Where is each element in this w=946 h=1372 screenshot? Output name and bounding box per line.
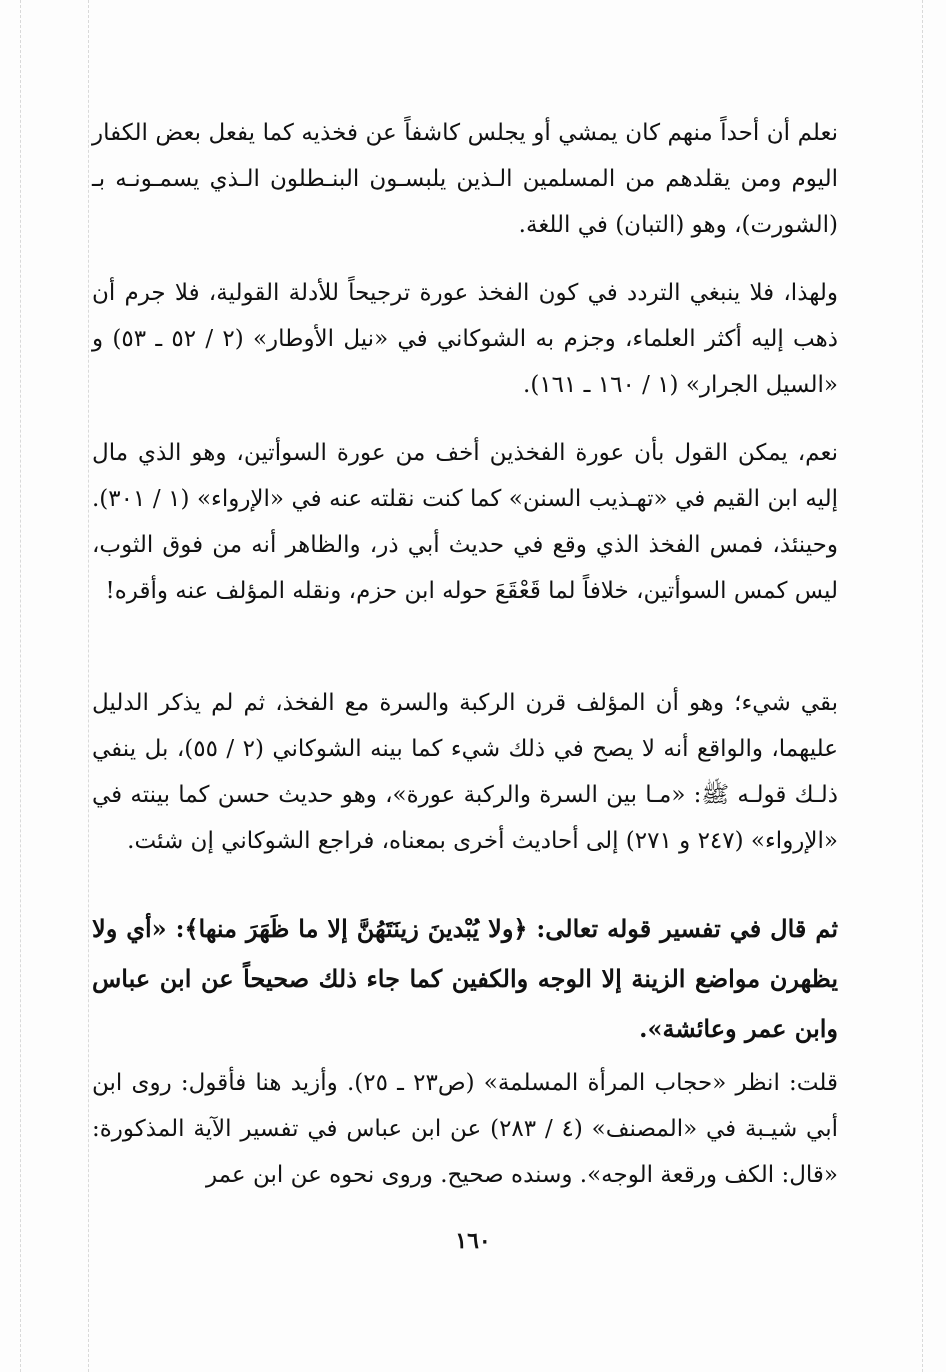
paragraph-text: نعم، يمكن القول بأن عورة الفخذين أخف من عورة السوأتين، وهو الذي مال إليه ابن القيم في «تهـذيب السنن» كما كنت نقلته عنه في «الإرواء» (١ / ٣٠١). وحينئذ، فمس الفخذ الذي وقع في حديث أبي ذر، والظاهر أنه من فوق الثوب، ليس كمس السوأتين، خلافاً لما قَعْقَعَ حوله ابن حزم، ونقله المؤلف عنه وأقره!: [92, 440, 839, 604]
scan-margin-line: [88, 0, 89, 1372]
paragraph-text: ثم قال في تفسير قوله تعالى: ﴿ولا يُبْدينَ زينَتَهُنَّ إلا ما ظَهَرَ منها﴾: «أي ولا يظهرن مواضع الزينة إلا الوجه والكفين كما جاء ذلك صحيحاً عن ابن عباس وابن عمر وعائشة».: [92, 914, 838, 1043]
paragraph-lighter-awrah: [92, 430, 838, 614]
scan-margin-line: [922, 0, 923, 1372]
paragraph-text: قلت: انظر «حجاب المرأة المسلمة» (ص٢٣ ـ ٢٥). وأزيد هنا فأقول: روى ابن أبي شيـبة في «المصنف» (٤ / ٢٨٣) عن ابن عباس في تفسير الآية المذكورة: «قال: الكف ورقعة الوجه». وسنده صحيح. وروى نحوه عن ابن عمر: [92, 1070, 838, 1188]
page-number: ١٦٠: [455, 1228, 491, 1254]
paragraph-text: نعلم أن أحداً منهم كان يمشي أو يجلس كاشفاً عن فخذيه كما يفعل بعض الكفار اليوم ومن يقلدهم من المسلمين الـذين يلبسـون البنـطلون الـذي يسمـونـه بـ (الشورت)، وهو (التبان) في اللغة.: [92, 120, 838, 238]
paragraph-text: ولهذا، فلا ينبغي التردد في كون الفخذ عورة ترجيحاً للأدلة القولية، فلا جرم أن ذهب إليه أكثر العلماء، وجزم به الشوكاني في «نيل الأوطار» (٢ / ٥٢ ـ ٥٣) و «السيل الجرار» (١ / ١٦٠ ـ ١٦١).: [92, 280, 838, 398]
paragraph-thigh-is-awrah: [92, 270, 838, 408]
scan-margin-line: [20, 0, 21, 1372]
paragraph-commentary: [92, 1060, 838, 1198]
paragraph-thigh-uncovering: [92, 110, 838, 248]
paragraph-text: بقي شيء؛ وهو أن المؤلف قرن الركبة والسرة مع الفخذ، ثم لم يذكر الدليل عليهما، والواقع أنه لا يصح في ذلك شيء كما بينه الشوكاني (٢ / ٥٥)، بل ينفي ذلـك قولـه ﷺ: «مـا بين السرة والركبة عورة»، وهو حديث حسن كما بينته في «الإرواء» (٢٤٧ و ٢٧١) إلى أحاديث أخرى بمعناه، فراجع الشوكاني إن شئت.: [92, 690, 838, 854]
paragraph-quoted-author: [92, 904, 838, 1054]
paragraph-knee-navel: [92, 680, 838, 864]
